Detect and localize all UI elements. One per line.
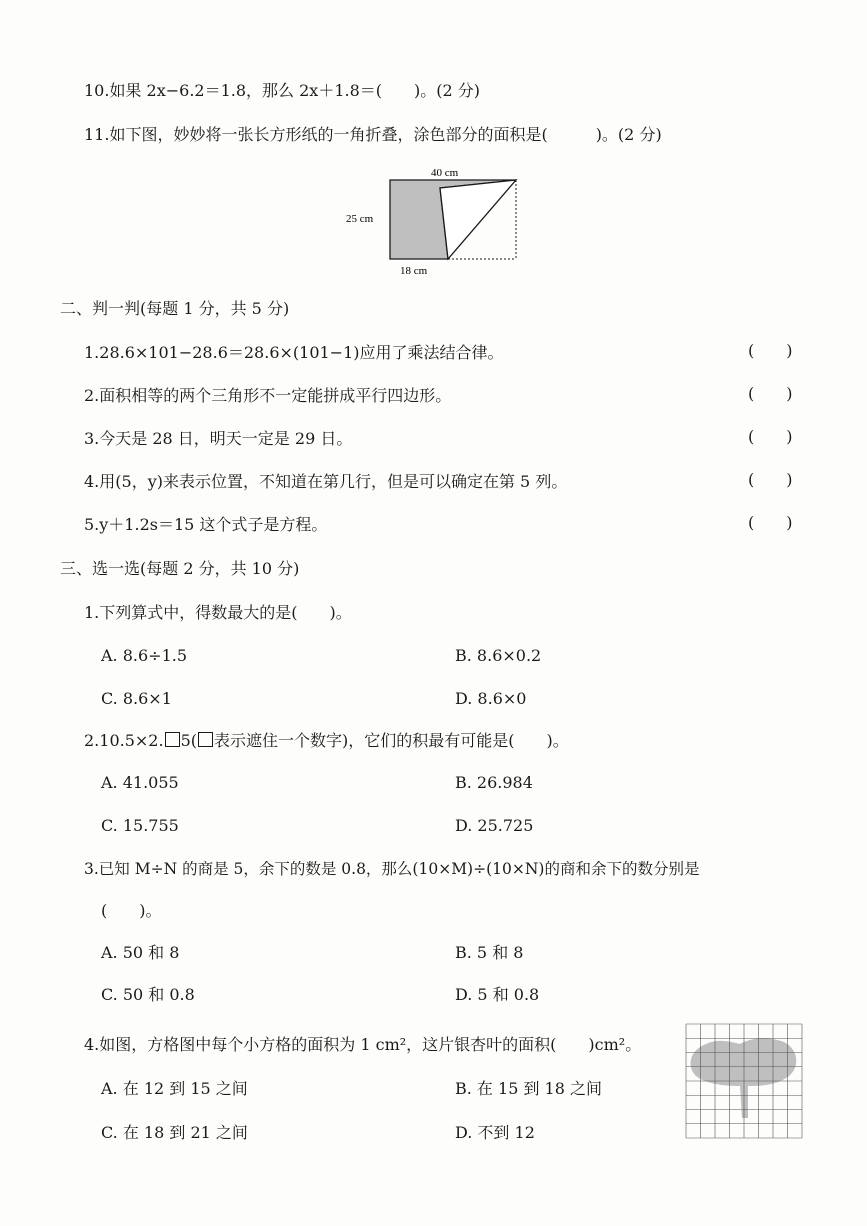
label-left: 25 cm (346, 213, 374, 225)
judge-item-2: 2.面积相等的两个三角形不一定能拼成平行四边形。 (84, 386, 452, 405)
q2-option-b[interactable]: B. 26.984 (455, 773, 533, 792)
q4-option-d[interactable]: D. 不到 12 (455, 1123, 535, 1142)
q4-option-c[interactable]: C. 在 18 到 21 之间 (101, 1123, 248, 1142)
judge-item-1: 1.28.6×101−28.6＝28.6×(101−1)应用了乘法结合律。 (84, 343, 504, 362)
q1-option-d[interactable]: D. 8.6×0 (455, 689, 527, 708)
section-3-heading: 三、选一选(每题 2 分，共 10 分) (60, 559, 300, 578)
judge-blank-5[interactable]: ( ) (748, 513, 793, 532)
q1-option-b[interactable]: B. 8.6×0.2 (455, 646, 542, 665)
q2-stem-before: 2.10.5×2. (84, 731, 164, 750)
judge-item-4: 4.用(5，y)来表示位置，不知道在第几行，但是可以确定在第 5 列。 (84, 472, 568, 491)
choice-q4-stem: 4.如图，方格图中每个小方格的面积为 1 cm²，这片银杏叶的面积( )cm²。 (84, 1035, 642, 1054)
question-10: 10.如果 2x−6.2＝1.8，那么 2x＋1.8＝( )。(2 分) (84, 81, 481, 100)
q2-stem-tail: 表示遮住一个数字)，它们的积最有可能是( )。 (213, 731, 569, 750)
label-bottom: 18 cm (400, 265, 428, 277)
choice-q1-stem: 1.下列算式中，得数最大的是( )。 (84, 603, 352, 622)
q1-option-a[interactable]: A. 8.6÷1.5 (101, 646, 188, 665)
q2-option-c[interactable]: C. 15.755 (101, 816, 179, 835)
folded-rectangle-figure (330, 160, 530, 278)
q4-option-a[interactable]: A. 在 12 到 15 之间 (101, 1079, 248, 1098)
q1-option-c[interactable]: C. 8.6×1 (101, 689, 172, 708)
hidden-digit-box-legend (198, 732, 213, 747)
judge-blank-2[interactable]: ( ) (748, 384, 793, 403)
judge-blank-1[interactable]: ( ) (748, 341, 793, 360)
q4-option-b[interactable]: B. 在 15 到 18 之间 (455, 1079, 602, 1098)
section-2-heading: 二、判一判(每题 1 分，共 5 分) (60, 299, 290, 318)
question-11: 11.如下图，妙妙将一张长方形纸的一角折叠，涂色部分的面积是( )。(2 分) (84, 125, 662, 144)
q3-option-c[interactable]: C. 50 和 0.8 (101, 985, 195, 1004)
q2-option-a[interactable]: A. 41.055 (101, 773, 179, 792)
choice-q3-stem-2: ( )。 (101, 901, 162, 920)
label-top: 40 cm (431, 167, 459, 179)
q2-option-d[interactable]: D. 25.725 (455, 816, 534, 835)
judge-item-5: 5.y＋1.2s＝15 这个式子是方程。 (84, 515, 328, 534)
ginkgo-leaf-shape (691, 1038, 797, 1118)
judge-blank-4[interactable]: ( ) (748, 470, 793, 489)
choice-q2-stem (84, 730, 569, 752)
q3-option-a[interactable]: A. 50 和 8 (101, 943, 180, 962)
judge-blank-3[interactable]: ( ) (748, 427, 793, 446)
choice-q3-stem: 3.已知 M÷N 的商是 5，余下的数是 0.8，那么(10×M)÷(10×N)的商和余下的数分别是 (84, 860, 700, 878)
q3-option-b[interactable]: B. 5 和 8 (455, 943, 524, 962)
judge-item-3: 3.今天是 28 日，明天一定是 29 日。 (84, 429, 353, 448)
q2-stem-after: 5( (180, 731, 197, 750)
ginkgo-leaf-grid-figure (684, 1022, 804, 1140)
q3-option-d[interactable]: D. 5 和 0.8 (455, 985, 540, 1004)
folded-triangle (440, 180, 516, 259)
hidden-digit-box (165, 732, 180, 747)
